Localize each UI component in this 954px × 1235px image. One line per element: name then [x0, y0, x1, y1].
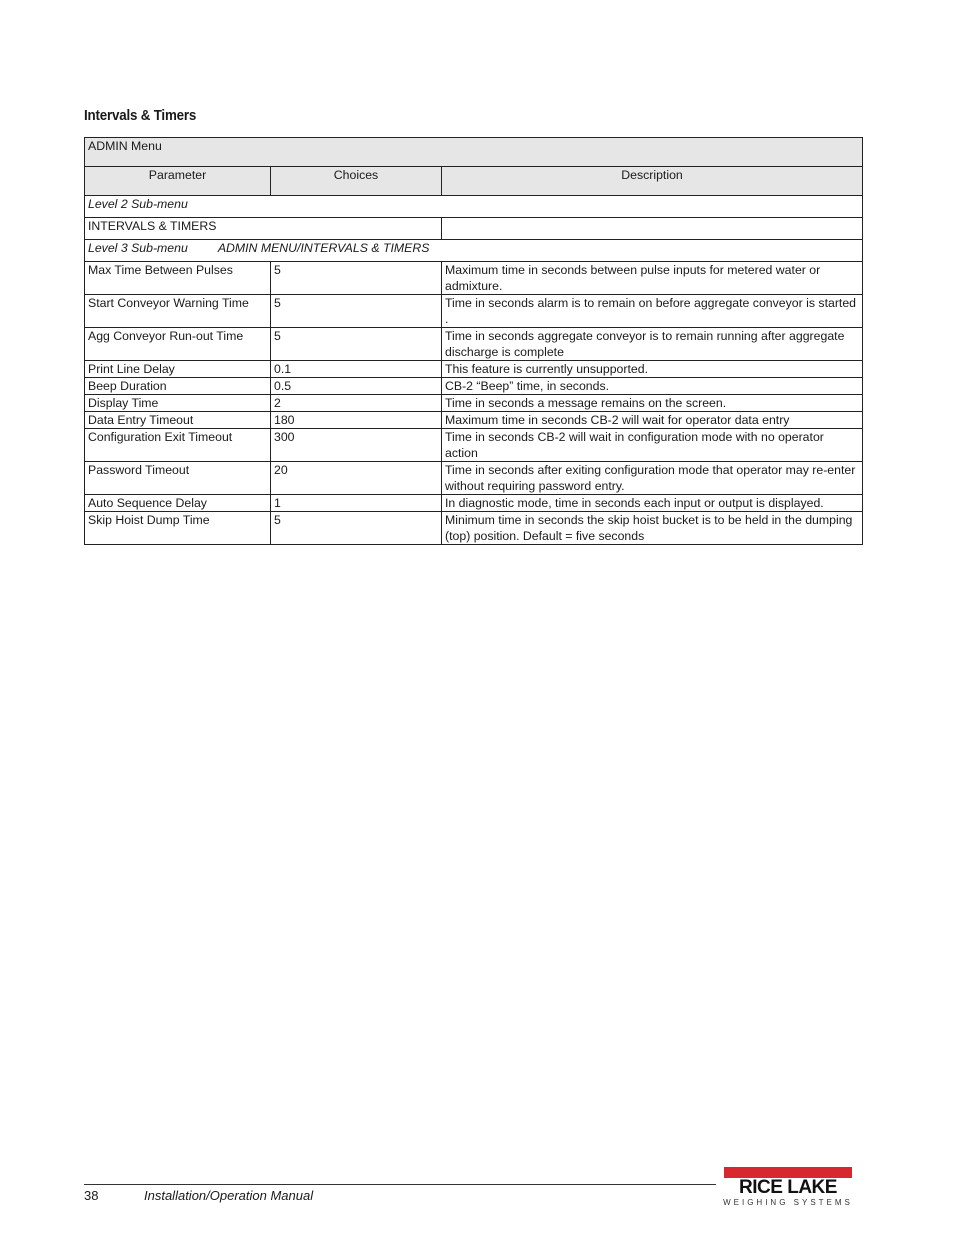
- level3-cell: [85, 240, 863, 262]
- table-row: [85, 429, 863, 462]
- group-row: [85, 218, 863, 240]
- cell-description: In diagnostic mode, time in seconds each input or output is displayed.: [442, 495, 863, 512]
- logo-main-text: RICE LAKE: [739, 1177, 837, 1198]
- table-row: [85, 361, 863, 378]
- section-title: Intervals & Timers: [84, 108, 197, 124]
- table-row: [85, 328, 863, 361]
- cell-parameter: Print Line Delay: [85, 361, 271, 378]
- cell-parameter: Skip Hoist Dump Time: [85, 512, 271, 545]
- cell-description: Maximum time in seconds between pulse inputs for metered water or admixture.: [442, 262, 863, 295]
- header-parameter: Parameter: [85, 167, 271, 196]
- cell-choices: 5: [271, 295, 442, 328]
- level2-row: [85, 196, 863, 218]
- cell-choices: 20: [271, 462, 442, 495]
- cell-choices: 1: [271, 495, 442, 512]
- cell-choices: 0.1: [271, 361, 442, 378]
- header-choices: Choices: [271, 167, 442, 196]
- table-row: [85, 462, 863, 495]
- footer-rule: [84, 1184, 716, 1185]
- cell-description: CB-2 “Beep” time, in seconds.: [442, 378, 863, 395]
- cell-parameter: Max Time Between Pulses: [85, 262, 271, 295]
- cell-choices: 0.5: [271, 378, 442, 395]
- cell-parameter: Display Time: [85, 395, 271, 412]
- cell-description: Time in seconds a message remains on the screen.: [442, 395, 863, 412]
- group-empty-cell: [442, 218, 863, 240]
- cell-choices: 5: [271, 262, 442, 295]
- cell-parameter: Beep Duration: [85, 378, 271, 395]
- parameters-table: [84, 137, 863, 545]
- menu-title-row: [85, 138, 863, 167]
- cell-description: Maximum time in seconds CB-2 will wait for operator data entry: [442, 412, 863, 429]
- menu-title: ADMIN Menu: [85, 138, 863, 167]
- cell-choices: 180: [271, 412, 442, 429]
- column-header-row: [85, 167, 863, 196]
- cell-parameter: Agg Conveyor Run-out Time: [85, 328, 271, 361]
- cell-description: This feature is currently unsupported.: [442, 361, 863, 378]
- table-row: [85, 495, 863, 512]
- cell-parameter: Configuration Exit Timeout: [85, 429, 271, 462]
- cell-description: Minimum time in seconds the skip hoist bucket is to be held in the dumping (top) position. Default = five seconds: [442, 512, 863, 545]
- table-row: [85, 295, 863, 328]
- cell-parameter: Data Entry Timeout: [85, 412, 271, 429]
- level3-path: ADMIN MENU/INTERVALS & TIMERS: [217, 241, 430, 255]
- table-row: [85, 378, 863, 395]
- page-number: 38: [84, 1188, 99, 1203]
- cell-description: Time in seconds alarm is to remain on before aggregate conveyor is started .: [442, 295, 863, 328]
- table-row: [85, 512, 863, 545]
- cell-parameter: Start Conveyor Warning Time: [85, 295, 271, 328]
- table-row: [85, 262, 863, 295]
- table-row: [85, 412, 863, 429]
- cell-parameter: Auto Sequence Delay: [85, 495, 271, 512]
- level2-label: Level 2 Sub-menu: [85, 196, 863, 218]
- manual-title: Installation/Operation Manual: [144, 1188, 314, 1203]
- cell-description: Time in seconds CB-2 will wait in configuration mode with no operator action: [442, 429, 863, 462]
- cell-parameter: Password Timeout: [85, 462, 271, 495]
- table-row: [85, 395, 863, 412]
- level3-row: [85, 240, 863, 262]
- rice-lake-logo: [720, 1165, 856, 1211]
- group-label: INTERVALS & TIMERS: [85, 218, 442, 240]
- cell-choices: 5: [271, 328, 442, 361]
- cell-description: Time in seconds aggregate conveyor is to remain running after aggregate discharge is complete: [442, 328, 863, 361]
- logo-sub-text: WEIGHING SYSTEMS: [723, 1198, 853, 1207]
- level3-label: Level 3 Sub-menu: [88, 241, 188, 255]
- cell-choices: 5: [271, 512, 442, 545]
- cell-description: Time in seconds after exiting configuration mode that operator may re-enter without requiring password entry.: [442, 462, 863, 495]
- cell-choices: 300: [271, 429, 442, 462]
- cell-choices: 2: [271, 395, 442, 412]
- header-description: Description: [442, 167, 863, 196]
